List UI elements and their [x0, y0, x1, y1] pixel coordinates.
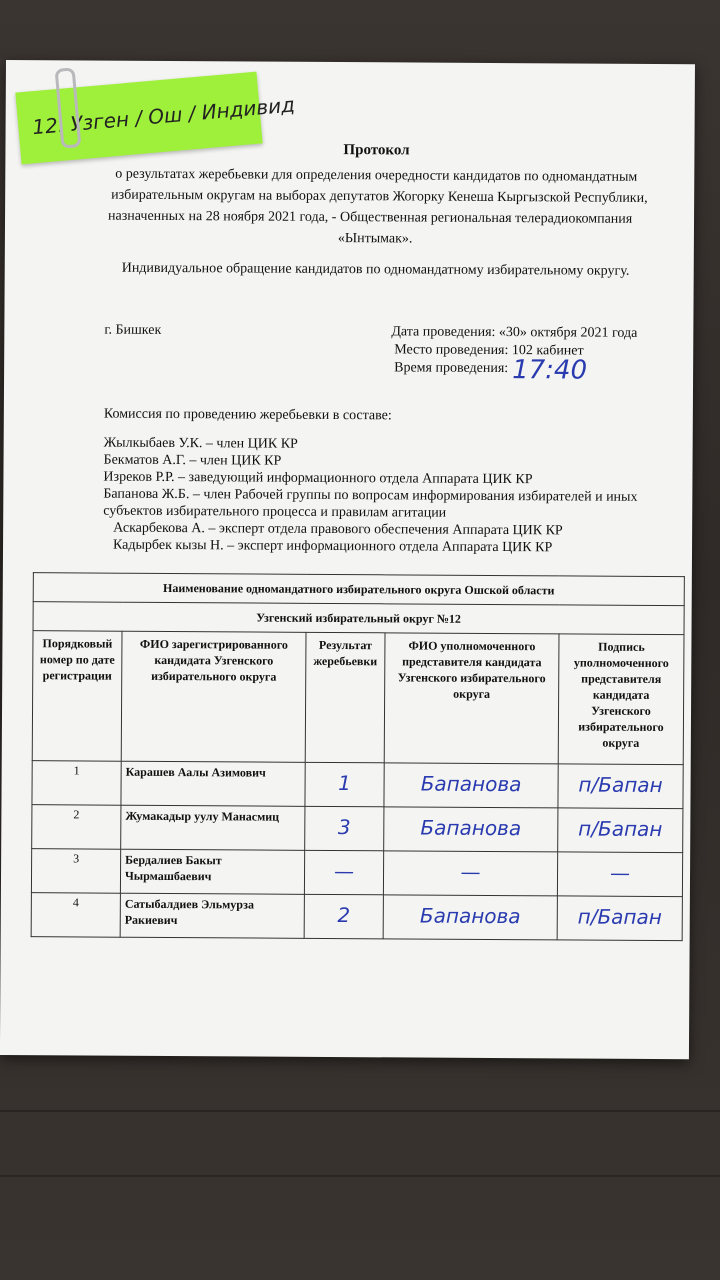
commission-member: Бапанова Ж.Б. – член Рабочей группы по вопросам информирования избирателей и иных	[103, 486, 638, 505]
document-title: Протокол	[343, 142, 410, 159]
row-number: 2	[32, 805, 121, 850]
results-table	[31, 572, 685, 941]
row-number: 1	[32, 761, 121, 806]
time-label: Время проведения:	[394, 360, 509, 377]
handwritten-representative: Бапанова	[420, 815, 522, 841]
row-number: 3	[31, 849, 120, 894]
handwritten-result: 2	[337, 903, 351, 928]
intro-line: избирательным округам на выборах депутатов Жогорку Кенеша Кыргызской Республики,	[111, 187, 648, 206]
row-number: 4	[31, 893, 120, 938]
signature: п/Бапан	[577, 904, 662, 930]
signature: п/Бапан	[578, 772, 663, 798]
date-line: Дата проведения: «30» октября 2021 года	[391, 324, 638, 341]
candidate-name: Сатыбалдиев Эльмурза Ракиевич	[120, 893, 304, 938]
candidate-name: Жумакадыр уулу Манасмиц	[121, 805, 305, 850]
table-row	[32, 761, 683, 809]
region-header: Наименование одномандатного избирательного округа Ошской области	[33, 573, 684, 606]
table-row	[31, 849, 682, 897]
commission-member: Аскарбекова А. – эксперт отдела правового обеспечения Аппарата ЦИК КР	[113, 520, 563, 539]
district-header: Узгенский избирательный округ №12	[33, 602, 684, 635]
handwritten-representative: Бапанова	[419, 903, 521, 929]
commission-member: Жылкыбаев У.К. – член ЦИК КР	[103, 435, 298, 452]
handwritten-result: 3	[337, 815, 351, 840]
intro-line: о результатах жеребьевки для определения очередности кандидатов по одномандатным	[115, 166, 638, 185]
commission-member: субъектов избирательного процесса и правилам агитации	[103, 503, 447, 521]
intro-line: назначенных на 28 ноября 2021 года, - Общественная региональная телерадиокомпания	[108, 208, 633, 227]
signature: —	[609, 860, 631, 885]
table-row	[32, 805, 683, 853]
city: г. Бишкек	[104, 322, 162, 338]
commission-member: Бекматов А.Г. – член ЦИК КР	[103, 452, 282, 469]
candidate-name: Бердалиев Бакыт Чырмашбаевич	[120, 849, 304, 894]
column-header: Подпись уполномоченного представителя кандидата Узгенского избирательного округа	[558, 634, 684, 765]
document-subtitle: Индивидуальное обращение кандидатов по одномандатному избирательному округу.	[121, 260, 630, 279]
commission-member: Кадырбек кызы Н. – эксперт информационного отдела Аппарата ЦИК КР	[112, 537, 553, 556]
signature: п/Бапан	[578, 816, 663, 842]
intro-line: «Ынтымак».	[337, 231, 413, 247]
candidate-name: Карашев Аалы Азимович	[121, 761, 305, 806]
handwritten-representative: —	[460, 859, 481, 884]
handwritten-time: 17:40	[512, 355, 588, 386]
protocol-document	[0, 60, 695, 1059]
column-header: Порядковый номер по дате регистрации	[32, 631, 122, 762]
table-surface-line	[0, 1110, 720, 1112]
handwritten-result: —	[333, 859, 355, 884]
table-surface-line	[0, 1175, 720, 1177]
column-header: ФИО зарегистрированного кандидата Узгенского избирательного округа	[121, 631, 306, 762]
place-line: Место проведения: 102 кабинет	[394, 342, 584, 359]
commission-heading: Комиссия по проведению жеребьевки в составе:	[103, 406, 392, 424]
sticky-note: 12. Узген / Ош / Индивид	[15, 72, 262, 165]
handwritten-result: 1	[338, 771, 352, 796]
column-header: Результат жеребьевки	[305, 632, 385, 762]
table-row	[31, 893, 682, 941]
commission-member: Изреков Р.Р. – заведующий информационного отдела Аппарата ЦИК КР	[103, 469, 533, 488]
handwritten-representative: Бапанова	[420, 771, 522, 797]
column-header: ФИО уполномоченного представителя кандидата Узгенского избирательного округа	[384, 633, 559, 764]
